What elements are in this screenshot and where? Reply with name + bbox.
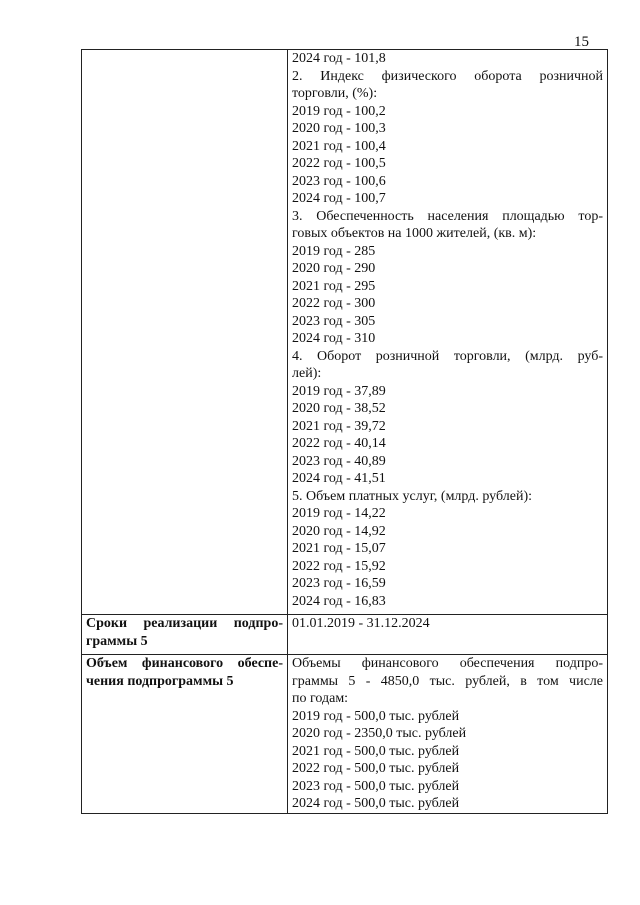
finance-line: 2021 год - 500,0 тыс. рублей [292,743,460,759]
indicator-line: 2024 год - 310 [292,331,376,346]
indicator-line: 2. Индекс физического оборота розничной [292,68,603,84]
indicator-line: говых объектов на 1000 жителей, (кв. м): [292,226,537,241]
finance-line: 2020 год - 2350,0 тыс. рублей [292,726,467,741]
indicator-line: 2019 год - 285 [292,243,376,259]
page-number: 15 [574,34,589,50]
finance-label-line: чения подпрограммы 5 [86,673,234,689]
indicator-line: лей): [292,366,322,381]
indicator-line: 4. Оборот розничной торговли, (млрд. руб- [292,348,603,364]
indicator-line: 3. Обеспеченность населения площадью тор- [292,208,603,224]
indicator-line: 2022 год - 40,14 [292,436,386,451]
term-label-cell [82,615,288,655]
finance-value-cell [288,655,608,814]
term-value-cell [288,615,608,655]
term-label-line: Сроки реализации подпро- [86,616,283,631]
indicator-line: 2023 год - 305 [292,313,376,329]
indicator-line: 2023 год - 100,6 [292,173,386,189]
indicator-line: 2021 год - 15,07 [292,541,386,556]
indicator-line: 2024 год - 16,83 [292,593,386,609]
indicator-line: 2019 год - 100,2 [292,103,386,119]
indicator-line: 2021 год - 295 [292,278,376,294]
indicator-line: 2019 год - 14,22 [292,506,386,521]
indicator-line: 2021 год - 39,72 [292,418,386,434]
indicator-line: 2023 год - 16,59 [292,576,386,591]
indicator-line: 2020 год - 100,3 [292,121,386,136]
indicator-line: 2022 год - 15,92 [292,558,386,574]
passport-table [81,49,608,814]
indicator-line: 2024 год - 100,7 [292,191,386,206]
indicator-line: 2020 год - 14,92 [292,523,386,539]
finance-line: 2024 год - 500,0 тыс. рублей [292,796,460,811]
indicator-line: 2020 год - 38,52 [292,401,386,416]
indicator-line: 2020 год - 290 [292,261,376,276]
finance-row [82,655,608,814]
indicator-line: 2021 год - 100,4 [292,138,386,154]
indicator-line: 2022 год - 300 [292,296,376,311]
indicator-line: 2023 год - 40,89 [292,453,386,469]
finance-label-cell [82,655,288,814]
indicator-line: 5. Объем платных услуг, (млрд. рублей): [292,488,533,504]
indicators-label-cell [82,50,288,615]
indicator-line: 2024 год - 41,51 [292,471,386,486]
finance-line: Объемы финансового обеспечения подпро- [292,656,603,671]
finance-label-line: Объем финансового обеспе- [86,656,283,671]
term-row [82,615,608,655]
finance-line: граммы 5 - 4850,0 тыс. рублей, в том числе [292,673,603,689]
indicator-line: 2024 год - 101,8 [292,51,386,66]
indicators-row [82,50,608,615]
indicator-line: 2022 год - 100,5 [292,156,386,171]
finance-line: 2023 год - 500,0 тыс. рублей [292,778,460,794]
finance-line: 2019 год - 500,0 тыс. рублей [292,708,460,724]
indicators-value-cell [288,50,608,615]
term-label-line: граммы 5 [86,633,148,649]
indicator-line: торговли, (%): [292,86,378,101]
indicator-line: 2019 год - 37,89 [292,383,386,399]
finance-line: по годам: [292,691,349,706]
finance-line: 2022 год - 500,0 тыс. рублей [292,761,460,776]
term-value: 01.01.2019 - 31.12.2024 [292,616,430,631]
